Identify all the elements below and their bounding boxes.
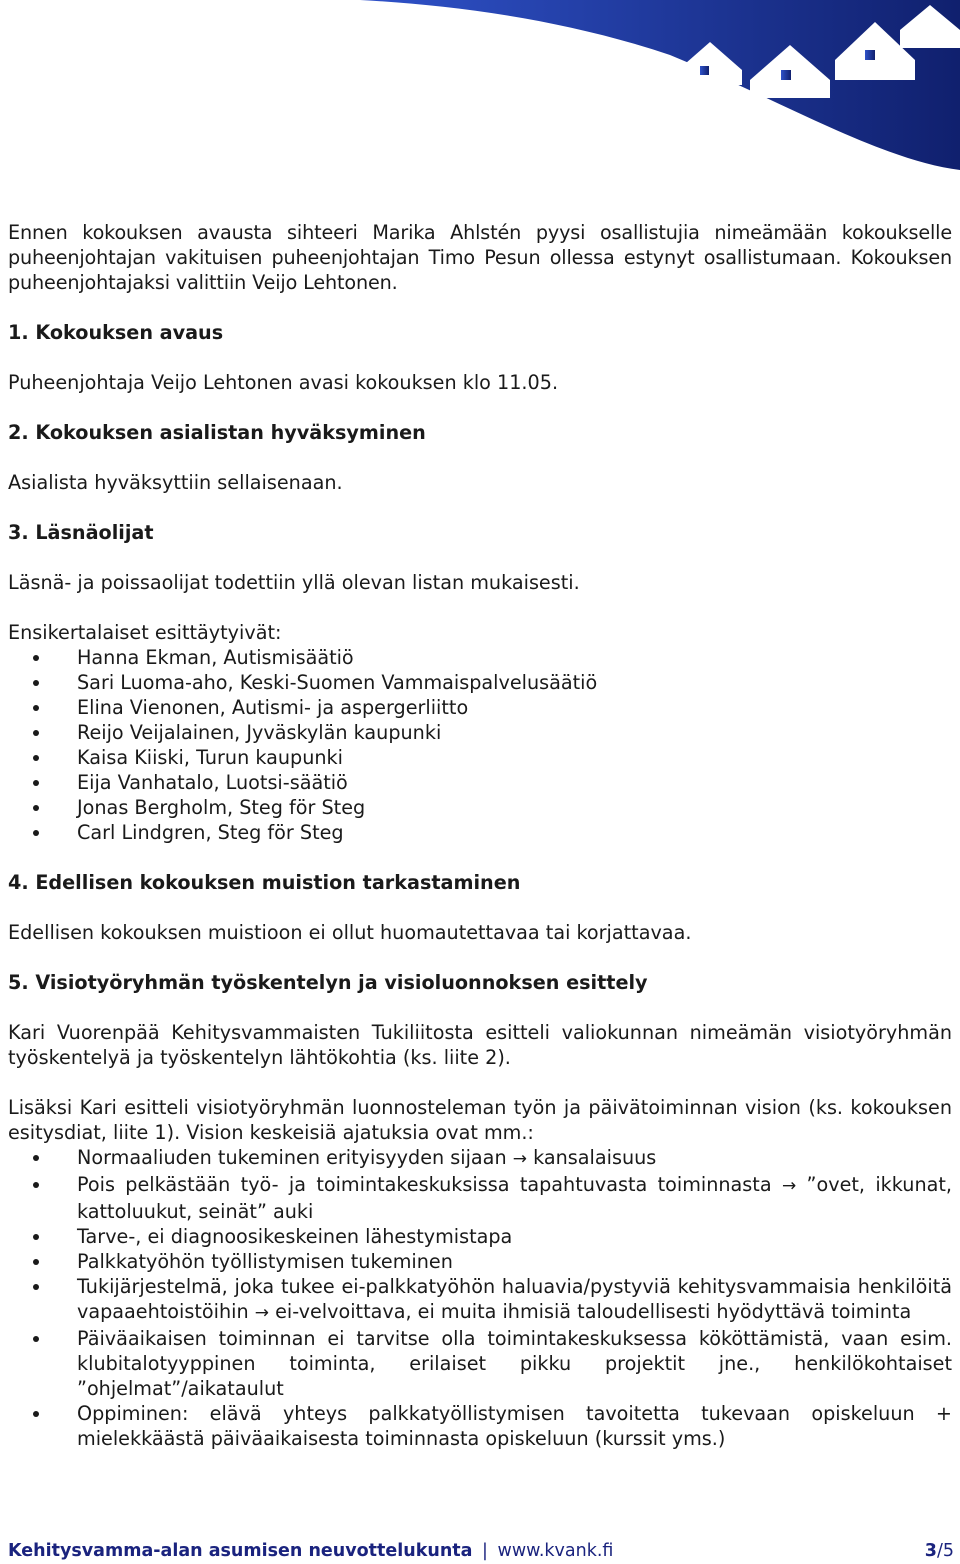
intro-paragraph: Ennen kokouksen avausta sihteeri Marika Ahlstén pyysi osallistujia nimeämään kokoukselle puheenjohtajan vakituisen puheenjohtajan Timo Pesun ollessa estynyt osallistumaan. Kokouksen puheenjohtajaksi valittiin Veijo Lehtonen. [8,221,952,294]
section-5-heading: 5. Visiotyöryhmän työskentelyn ja visioluonnoksen esittely [8,971,648,994]
kvank-houses-logo-icon [360,0,960,170]
list-item: Oppiminen: elävä yhteys palkkatyöllistymisen tavoitetta tukevaan opiskeluun + mielekkäästä päiväaikaisesta toiminnasta opiskeluun (kurssit yms.) [8,1401,952,1451]
footer-separator: | [482,1541,488,1561]
list-item: Sari Luoma-aho, Keski-Suomen Vammaispalvelusäätiö [8,670,952,695]
section-1-heading: 1. Kokouksen avaus [8,321,224,344]
footer-website-link[interactable]: www.kvank.fi [497,1541,614,1561]
list-item: Palkkatyöhön työllistymisen tukeminen [8,1249,952,1274]
footer-org-name: Kehitysvamma-alan asumisen neuvottelukunta [8,1541,473,1561]
section-4-text: Edellisen kokouksen muistioon ei ollut huomautettavaa tai korjattavaa. [8,921,692,944]
section-5-text-1: Kari Vuorenpää Kehitysvammaisten Tukiliitosta esitteli valiokunnan nimeämän visiotyöryhmän työskentelyä ja työskentelyn lähtökohtia (ks. liite 2). [8,1021,952,1069]
section-1-text: Puheenjohtaja Veijo Lehtonen avasi kokouksen klo 11.05. [8,371,559,394]
section-3-text: Läsnä- ja poissaolijat todettiin yllä olevan listan mukaisesti. [8,571,580,594]
section-3-heading: 3. Läsnäolijat [8,521,154,544]
list-item: Tarve-, ei diagnoosikeskeinen lähestymistapa [8,1224,952,1249]
list-item: Elina Vienonen, Autismi- ja aspergerliitto [8,695,952,720]
list-item: Hanna Ekman, Autismisäätiö [8,645,952,670]
attendee-list [8,645,952,845]
arrow-right-icon: → [254,1303,269,1323]
list-item: Tukijärjestelmä, joka tukee ei-palkkatyöhön haluavia/pystyviä kehitysvammaisia henkilöitä vapaaehtoistöihin → ei-velvoittava, ei muita ihmisiä taloudellisesti hyödyttävä toiminta [8,1274,952,1326]
arrow-right-icon: → [512,1149,527,1169]
arrow-right-icon: → [781,1176,797,1196]
attendee-list-intro: Ensikertalaiset esittäytyivät: [8,621,282,644]
page-footer [8,1540,954,1562]
list-item: Eija Vanhatalo, Luotsi-säätiö [8,770,952,795]
list-item: Carl Lindgren, Steg för Steg [8,820,952,845]
section-2-heading: 2. Kokouksen asialistan hyväksyminen [8,421,426,444]
list-item: Normaaliuden tukeminen erityisyyden sijaan → kansalaisuus [8,1145,952,1172]
list-item: Pois pelkästään työ- ja toimintakeskuksissa tapahtuvasta toiminnasta → ”ovet, ikkunat, kattoluukut, seinät” auki [8,1172,952,1224]
list-item: Reijo Veijalainen, Jyväskylän kaupunki [8,720,952,745]
page-number: 3/5 [924,1541,954,1561]
vision-points-list [8,1145,952,1451]
list-item: Päiväaikaisen toiminnan ei tarvitse olla toimintakeskuksessa kököttämistä, vaan esim. klubitalotyyppinen toiminta, erilaiset pikku projektit jne., henkilökohtaiset ”ohjelmat”/aikataulut [8,1326,952,1401]
section-4-heading: 4. Edellisen kokouksen muistion tarkastaminen [8,871,521,894]
section-2-text: Asialista hyväksyttiin sellaisenaan. [8,471,343,494]
section-5-text-2: Lisäksi Kari esitteli visiotyöryhmän luonnosteleman työn ja päivätoiminnan vision (ks. kokouksen esitysdiat, liite 1). Vision keskeisiä ajatuksia ovat mm.: [8,1096,952,1144]
list-item: Kaisa Kiiski, Turun kaupunki [8,745,952,770]
list-item: Jonas Bergholm, Steg för Steg [8,795,952,820]
